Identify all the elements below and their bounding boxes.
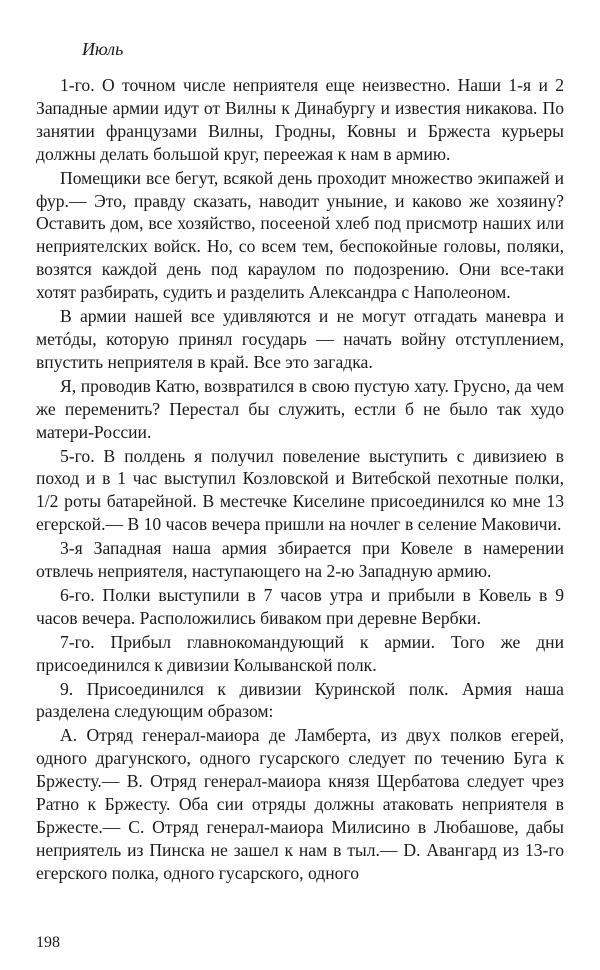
page-number: 198	[36, 934, 60, 951]
paragraph-2: Помещики все бегут, всякой день проходит множество экипажей и фур.— Это, правду сказать, наводит уныние, и каково же хозяину? Оставить дом, все хозяйство, посееной хлеб под присмотр наших или неприятелских войск. Но, со всем тем, беспокойные головы, поляки, возятся каждой день под караулом по подозрению. Они все-таки хотят разбирать, судить и разделить Александра с Наполеоном.	[36, 167, 564, 303]
page-body	[36, 38, 564, 958]
paragraph-6: 3-я Западная наша армия збирается при Ковеле в намерении отвлечь неприятеля, наступающего на 2-ю Западную армию.	[36, 538, 564, 582]
paragraph-8: 7-го. Прибыл главнокомандующий к армии. Того же дни присоединился к дивизии Колыванской полк.	[36, 631, 564, 675]
paragraph-10: A. Отряд генерал-маиора де Ламберта, из двух полков егерей, одного драгунского, одного гусарского следует по течению Буга к Бржесту.— B. Отряд генерал-маиора князя Щербатова следует чрез Ратно к Бржесту. Оба сии отряды должны атаковать неприятеля в Бржесте.— C. Отряд генерал-маиора Милисино в Любашове, дабы неприятель из Пинска не зашел к нам в тыл.— D. Авангард из 13-го егерского полка, одного гусарского, одного	[36, 725, 564, 883]
paragraph-4: Я, проводив Катю, возвратился в свою пустую хату. Грусно, да чем же переменить? Перестал бы служить, естли б не было так худо матери-России.	[36, 375, 564, 442]
paragraph-7: 6-го. Полки выступили в 7 часов утра и прибыли в Ковель в 9 часов вечера. Расположились биваком при деревне Вербки.	[36, 584, 564, 628]
month-heading: Июль	[82, 39, 124, 59]
paragraph-5: 5-го. В полдень я получил повеление выступить с дивизиею в поход и в 1 час выступил Козловской и Витебской пехотные полки, 1/2 роты батарейной. В местечке Киселине присоединился ко мне 13 егерской.— В 10 часов вечера пришли на ночлег в селение Маковичи.	[36, 445, 564, 535]
paragraph-9: 9. Присоединился к дивизии Куринской полк. Армия наша разделена следующим образом:	[36, 678, 564, 722]
paragraph-1: 1-го. О точном числе неприятеля еще неизвестно. Наши 1-я и 2 Западные армии идут от Вилны к Динабургу и известия никакова. По занятии французами Вилны, Гродны, Ковны и Бржеста курьеры должны делать большой круг, переежая к нам в армию.	[36, 75, 564, 164]
paragraph-3: В армии нашей все удивляются и не могут отгадать маневра и метóды, которую принял государь — начать войну отступлением, впустить неприятеля в край. Все это загадка.	[36, 306, 564, 372]
